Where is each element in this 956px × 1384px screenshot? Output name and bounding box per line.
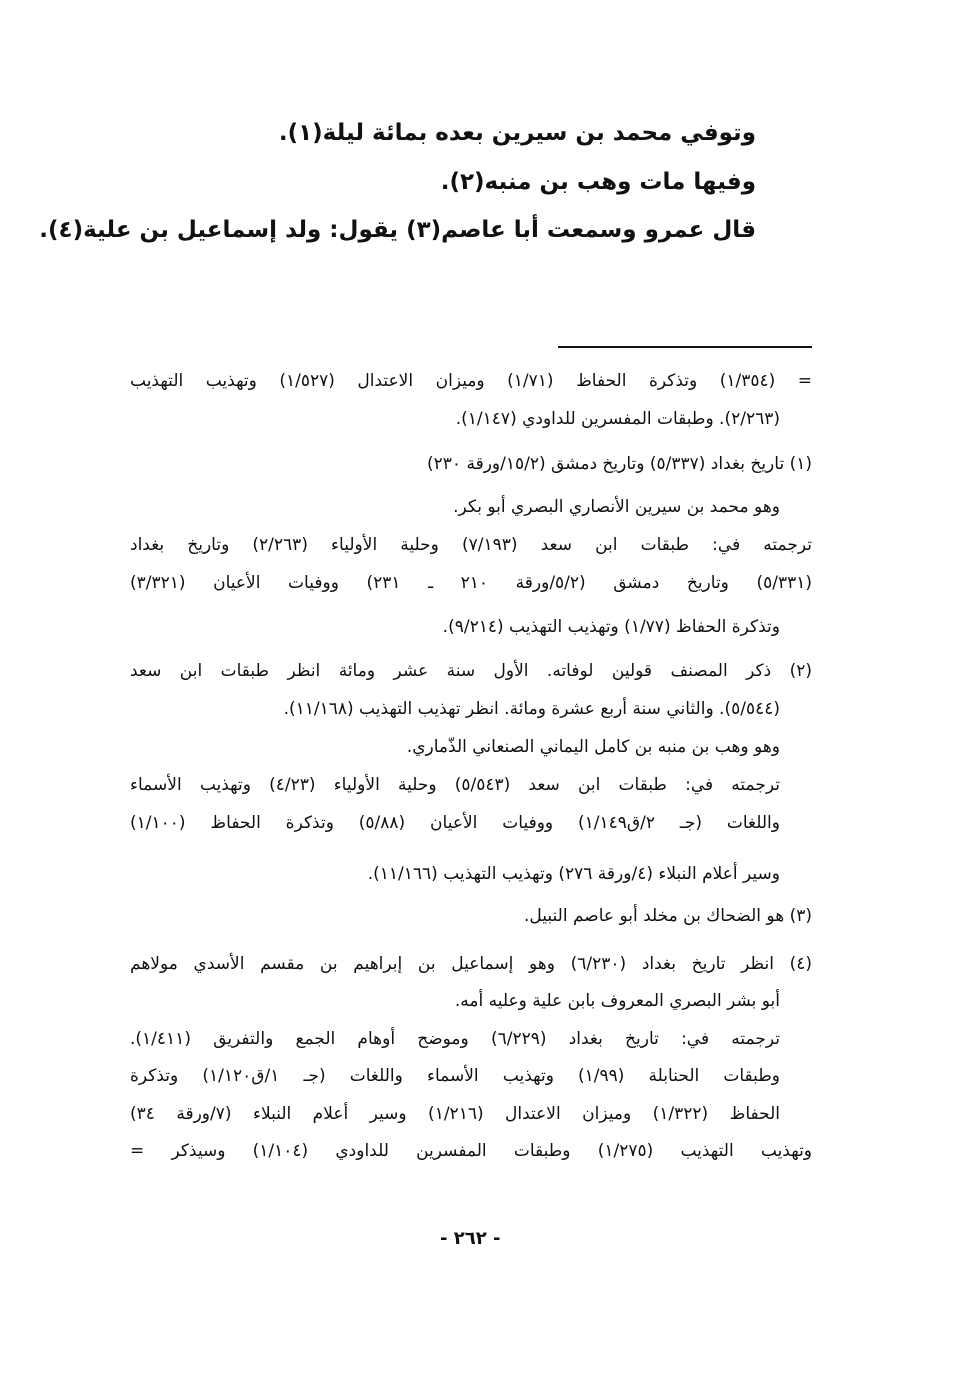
footnote-line: وتذكرة الحفاظ (١/٧٧) وتهذيب التهذيب (٩/٢١٤). (442, 617, 780, 637)
page-number: - ٢٦٢ - (440, 1228, 501, 1249)
footnote-line: وطبقات الحنابلة (١/٩٩) وتهذيب الأسماء واللغات (جـ ١/ق١/١٢٠) وتذكرة (130, 1066, 781, 1086)
footnote-line: واللغات (جـ ٢/ق١/١٤٩) ووفيات الأعيان (٥/٨٨) وتذكرة الحفاظ (١/١٠٠) (130, 813, 780, 833)
footnote-line: (١) تاريخ بغداد (٥/٣٣٧) وتاريخ دمشق (١٥/٢/ورقة ٢٣٠) (427, 454, 812, 474)
footnote-line: وتهذيب التهذيب (١/٢٧٥) وطبقات المفسرين للداودي (١/١٠٤) وسيذكر = (130, 1141, 813, 1161)
main-line: قال عمرو وسمعت أبا عاصم(٣) يقول: ولد إسماعيل بن علية(٤). (39, 217, 756, 243)
main-line: وتوفي محمد بن سيرين بعده بمائة ليلة(١). (278, 120, 756, 146)
footnote-line: (٣) هو الضحاك بن مخلد أبو عاصم النبيل. (524, 906, 812, 926)
footnote-line: ترجمته في: طبقات ابن سعد (٥/٥٤٣) وحلية الأولياء (٤/٢٣) وتهذيب الأسماء (130, 775, 781, 795)
main-line: وفيها مات وهب بن منبه(٢). (440, 169, 756, 195)
footnote-line: (٥/٥٤٤). والثاني سنة أربع عشرة ومائة. انظر تهذيب التهذيب (١١/١٦٨). (283, 699, 780, 719)
footnote-line: وسير أعلام النبلاء (٤/ورقة ٢٧٦) وتهذيب التهذيب (١١/١٦٦). (367, 864, 780, 884)
footnote-line: ترجمته في: طبقات ابن سعد (٧/١٩٣) وحلية الأولياء (٢/٢٦٣) وتاريخ بغداد (130, 535, 813, 555)
footnote-line: (٤) انظر تاريخ بغداد (٦/٢٣٠) وهو إسماعيل بن إبراهيم بن مقسم الأسدي مولاهم (130, 954, 812, 974)
footnote-line: (٢) ذكر المصنف قولين لوفاته. الأول سنة عشر ومائة انظر طبقات ابن سعد (130, 661, 812, 681)
footnote-line: الحفاظ (١/٣٢٢) وميزان الاعتدال (١/٢١٦) وسير أعلام النبلاء (٧/ورقة ٣٤) (130, 1104, 780, 1124)
footnote-line: = (١/٣٥٤) وتذكرة الحفاظ (١/٧١) وميزان الاعتدال (١/٥٢٧) وتهذيب التهذيب (130, 371, 812, 391)
footnote-separator (558, 346, 812, 348)
footnote-line: وهو وهب بن منبه بن كامل اليماني الصنعاني الذّماري. (406, 737, 780, 757)
footnote-line: (٥/٣٣١) وتاريخ دمشق (٥/٢/ورقة ٢١٠ ـ ٢٣١) ووفيات الأعيان (٣/٣٢١) (130, 573, 812, 593)
footnote-line: (٢/٢٦٣). وطبقات المفسرين للداودي (١/١٤٧). (455, 409, 780, 429)
footnote-line: ترجمته في: تاريخ بغداد (٦/٢٢٩) وموضح أوهام الجمع والتفريق (١/٤١١). (130, 1029, 780, 1049)
footnote-line: أبو بشر البصري المعروف بابن علية وعليه أمه. (454, 991, 780, 1011)
footnote-line: وهو محمد بن سيرين الأنصاري البصري أبو بكر. (453, 497, 780, 517)
